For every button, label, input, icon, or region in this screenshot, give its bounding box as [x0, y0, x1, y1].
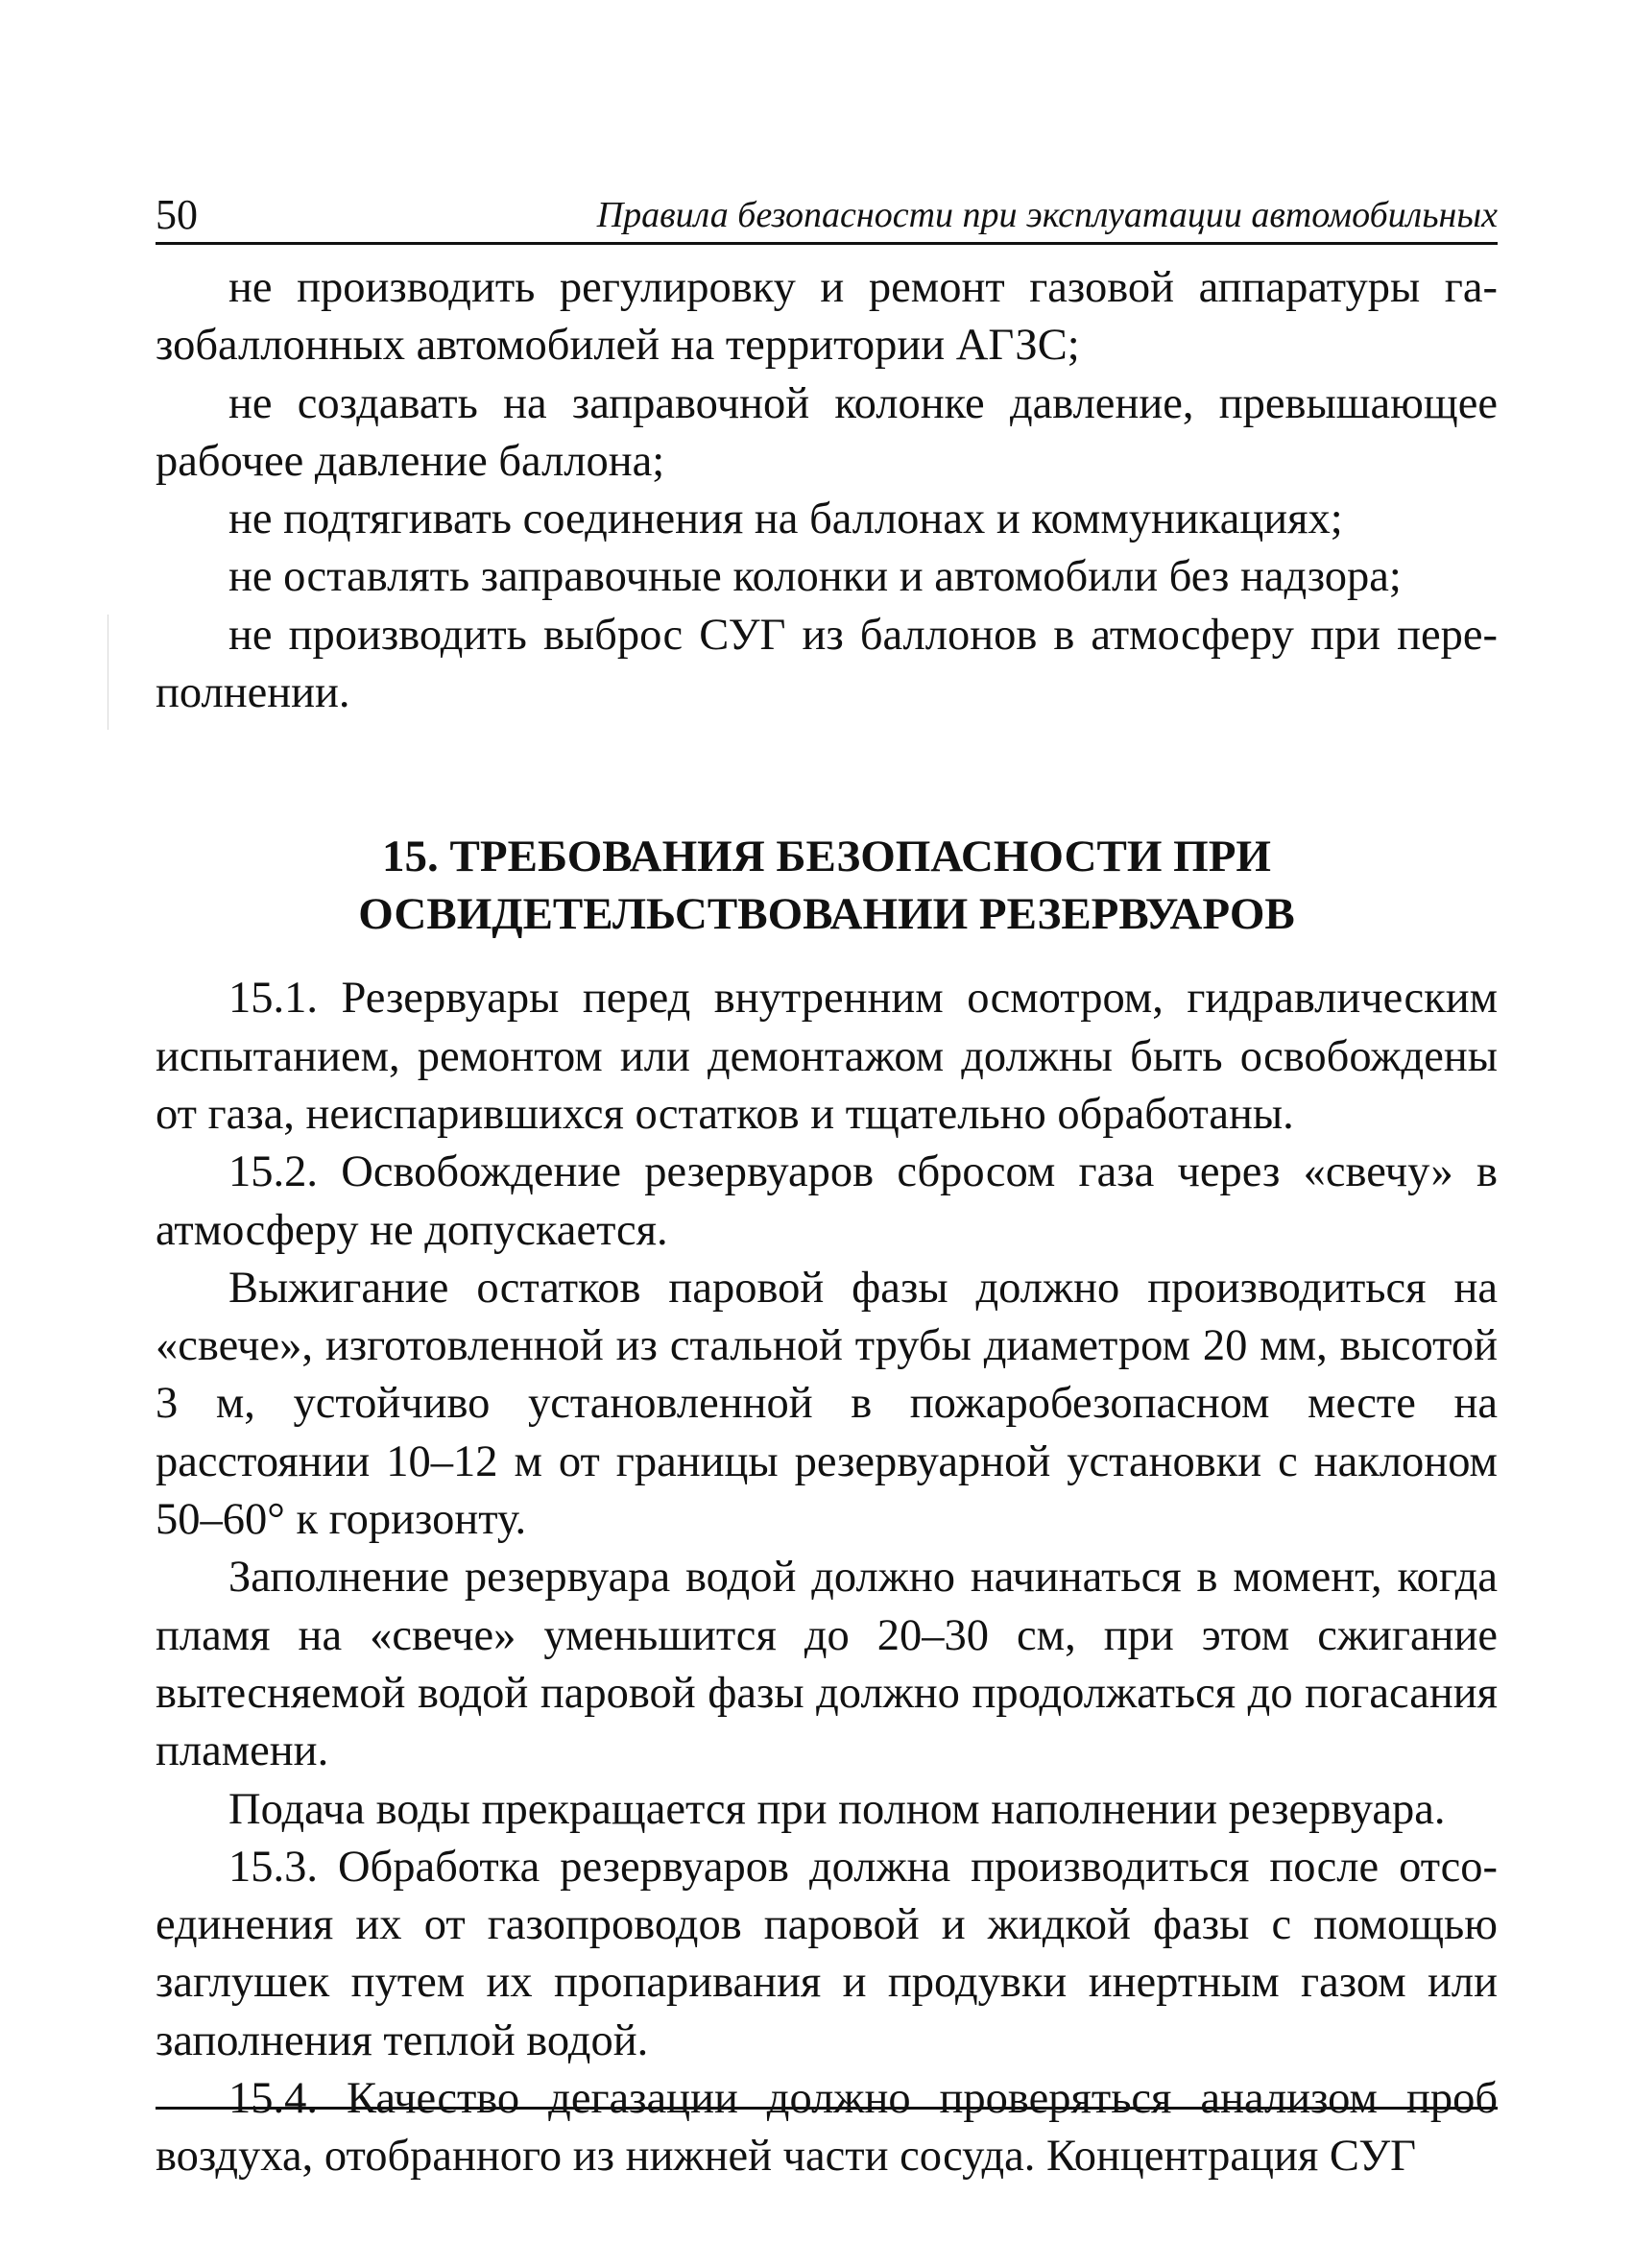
- paragraph-no-overpressure: не создавать на заправочной колонке давление, превышающее рабочее давление баллона;: [156, 378, 1498, 486]
- paragraph-burning-vapor: Выжигание остатков паровой фазы должно производиться на «свече», изготовленной из стальной трубы диаметром 20 мм, высотой 3 м, устойчиво установленной в пожаробезопасном месте на расстоянии 10–12 м от границы резервуарной установки с наклоном 50–60° к горизонту.: [156, 1263, 1498, 1545]
- paragraph-15-4: 15.4. Качество дегазации должно проверяться анализом проб воздуха, отобранного из нижней части сосуда. Концентрация СУГ: [156, 2074, 1498, 2182]
- section-heading-line-1: 15. ТРЕБОВАНИЯ БЕЗОПАСНОСТИ ПРИ: [382, 832, 1271, 882]
- paragraph-no-venting: не производить выброс СУГ из баллонов в атмосферу при переполнении.: [156, 610, 1498, 718]
- paragraph-no-adjustment: не производить регулировку и ремонт газовой аппаратуры газобаллонных автомобилей на территории АГЗС;: [156, 263, 1498, 371]
- footer-rule: [156, 2107, 1498, 2110]
- section-heading: [156, 828, 1498, 943]
- section-heading-line-2: ОСВИДЕТЕЛЬСТВОВАНИИ РЕЗЕРВУАРОВ: [358, 889, 1295, 940]
- running-title: Правила безопасности при эксплуатации автомобильных: [596, 195, 1498, 235]
- paragraph-water-filling: Заполнение резервуара водой должно начинаться в момент, когда пламя на «свече» уменьшится до 20–30 см, при этом сжигание вытесняемой водой паровой фазы должно продолжаться до погасания пламени.: [156, 1553, 1498, 1776]
- running-header: [156, 182, 1498, 245]
- paragraph-no-tightening: не подтягивать соединения на баллонах и коммуникациях;: [228, 495, 1343, 544]
- paragraph-no-unattended: не оставлять заправочные колонки и автомобили без надзора;: [228, 552, 1402, 602]
- paragraph-15-3: 15.3. Обработка резервуаров должна производиться после отсоединения их от газопроводов паровой и жидкой фазы с помощью заглушек путем их пропаривания и продувки инертным газом или заполнения теплой водой.: [156, 1842, 1498, 2065]
- book-page: [156, 0, 1498, 2268]
- paragraph-15-2: 15.2. Освобождение резервуаров сбросом газа через «свечу» в атмосферу не допускается.: [156, 1147, 1498, 1255]
- page-number: 50: [156, 191, 198, 238]
- paragraph-15-1: 15.1. Резервуары перед внутренним осмотром, гидравлическим испытанием, ремонтом или демонтажом должны быть освобождены от газа, неиспарившихся остатков и тщательно обработаны.: [156, 974, 1498, 1139]
- body-text: [156, 259, 1498, 2186]
- paragraph-water-stop: Подача воды прекращается при полном наполнении резервуара.: [228, 1784, 1446, 1834]
